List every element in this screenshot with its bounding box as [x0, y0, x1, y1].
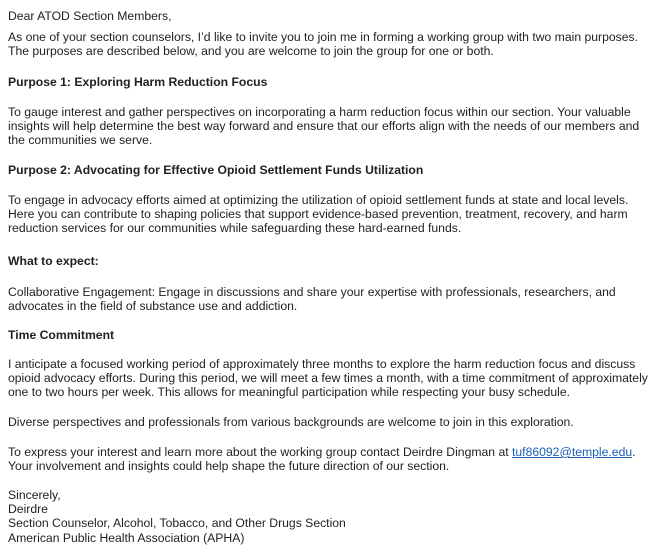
greeting: Dear ATOD Section Members,: [8, 9, 172, 23]
diverse-paragraph: Diverse perspectives and professionals from various backgrounds are welcome to join in this exploration.: [8, 415, 574, 429]
email-link[interactable]: tuf86092@temple.edu: [512, 445, 633, 459]
signature-block: [8, 488, 658, 545]
purpose2-heading: Purpose 2: Advocating for Effective Opioid Settlement Funds Utilization: [8, 163, 424, 177]
signoff-title: Section Counselor, Alcohol, Tobacco, and Other Drugs Section: [8, 516, 346, 531]
intro-paragraph: As one of your section counselors, I’d like to invite you to join me in forming a working group with two main purposes. The purposes are described below, and you are welcome to join the group for one or both.: [8, 30, 639, 59]
signoff-name: Deirdre: [8, 502, 48, 517]
purpose1-heading: Purpose 1: Exploring Harm Reduction Focus: [8, 75, 268, 89]
purpose1-body: To gauge interest and gather perspectives on incorporating a harm reduction focus within our section. Your valuable insights will help determine the best way forward and ensure that our efforts align with the needs of our members and the communities we serve.: [8, 105, 640, 148]
purpose2-body: To engage in advocacy efforts aimed at optimizing the utilization of opioid settlement funds at state and local levels. Here you can contribute to shaping policies that support evidence-based prevention, treatment, recovery, and harm reduction services for our communities while safeguarding these hard-earned funds.: [8, 193, 629, 236]
contact-text-after: . Your involvement and insights could help shape the future direction of our section.: [8, 445, 636, 474]
contact-text-before: To express your interest and learn more about the working group contact Deirdre Dingman at: [8, 445, 513, 459]
expect-body: Collaborative Engagement: Engage in discussions and share your expertise with professionals, researchers, and advocates in the field of substance use and addiction.: [8, 285, 616, 314]
expect-heading: What to expect:: [8, 254, 99, 268]
time-heading: Time Commitment: [8, 328, 115, 342]
time-body: I anticipate a focused working period of approximately three months to explore the harm reduction focus and discuss opioid advocacy efforts. During this period, we will meet a few times a month, with a time commitment of approximately one to two hours per week. This allows for meaningful participation while respecting your busy schedule.: [8, 357, 648, 400]
signoff-org: American Public Health Association (APHA): [8, 530, 245, 545]
contact-paragraph: [8, 445, 658, 473]
signoff-closing: Sincerely,: [8, 488, 61, 502]
